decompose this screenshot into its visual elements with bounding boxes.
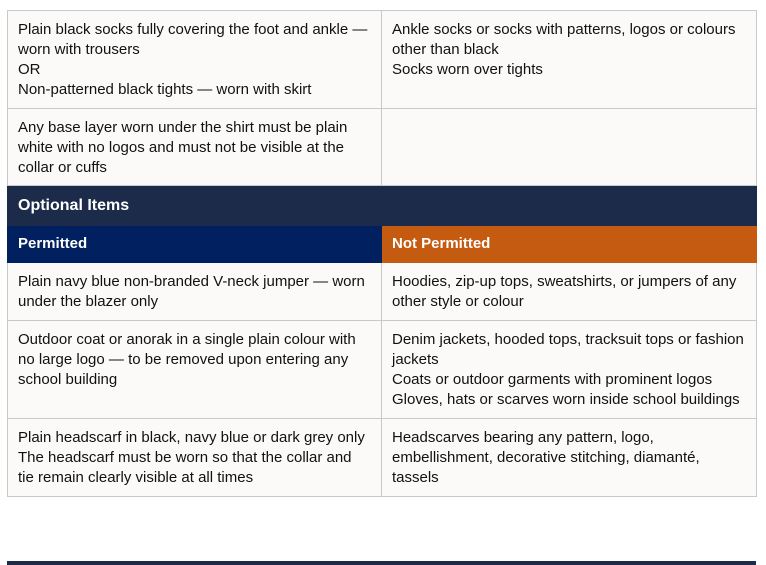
not-permitted-cell: [382, 109, 757, 186]
cell-text: OR: [18, 61, 41, 78]
table-row: [8, 321, 757, 419]
column-header-row: [8, 226, 757, 263]
cell-text: Hoodies, zip-up tops, sweatshirts, or jumpers of any other style or colour: [392, 273, 737, 310]
cell-text: Socks worn over tights: [392, 61, 543, 78]
table-row: [8, 263, 757, 321]
cell-text: Plain black socks fully covering the foot and ankle — worn with trousers: [18, 21, 368, 58]
permitted-cell: [8, 109, 382, 186]
not-permitted-cell: [382, 321, 757, 419]
section-title: Optional Items: [8, 186, 757, 226]
not-permitted-cell: [382, 419, 757, 497]
cell-text: Outdoor coat or anorak in a single plain colour with no large logo — to be removed upon entering any school building: [18, 331, 356, 388]
bottom-rule: [7, 561, 756, 565]
cell-text: Any base layer worn under the shirt must be plain white with no logos and must not be visible at the collar or cuffs: [18, 119, 348, 176]
not-permitted-header: Not Permitted: [382, 226, 757, 263]
cell-text: Headscarves bearing any pattern, logo, embellishment, decorative stitching, diamanté, tassels: [392, 429, 700, 486]
uniform-policy-table: [7, 10, 757, 497]
cell-text: Denim jackets, hooded tops, tracksuit tops or fashion jackets: [392, 331, 744, 368]
permitted-header: Permitted: [8, 226, 382, 263]
section-header-row: [8, 186, 757, 226]
cell-text: Ankle socks or socks with patterns, logos or colours other than black: [392, 21, 736, 58]
cell-text: The headscarf must be worn so that the collar and tie remain clearly visible at all times: [18, 449, 352, 486]
cell-text: Plain navy blue non-branded V-neck jumper — worn under the blazer only: [18, 273, 365, 310]
table-row: [8, 11, 757, 109]
permitted-cell: [8, 263, 382, 321]
not-permitted-cell: [382, 11, 757, 109]
permitted-cell: [8, 419, 382, 497]
table-row: [8, 109, 757, 186]
permitted-cell: [8, 11, 382, 109]
cell-text: Non-patterned black tights — worn with skirt: [18, 81, 312, 98]
not-permitted-cell: [382, 263, 757, 321]
table-row: [8, 419, 757, 497]
cell-text: Coats or outdoor garments with prominent logos: [392, 371, 713, 388]
cell-text: Gloves, hats or scarves worn inside school buildings: [392, 391, 740, 408]
permitted-cell: [8, 321, 382, 419]
cell-text: Plain headscarf in black, navy blue or dark grey only: [18, 429, 365, 446]
